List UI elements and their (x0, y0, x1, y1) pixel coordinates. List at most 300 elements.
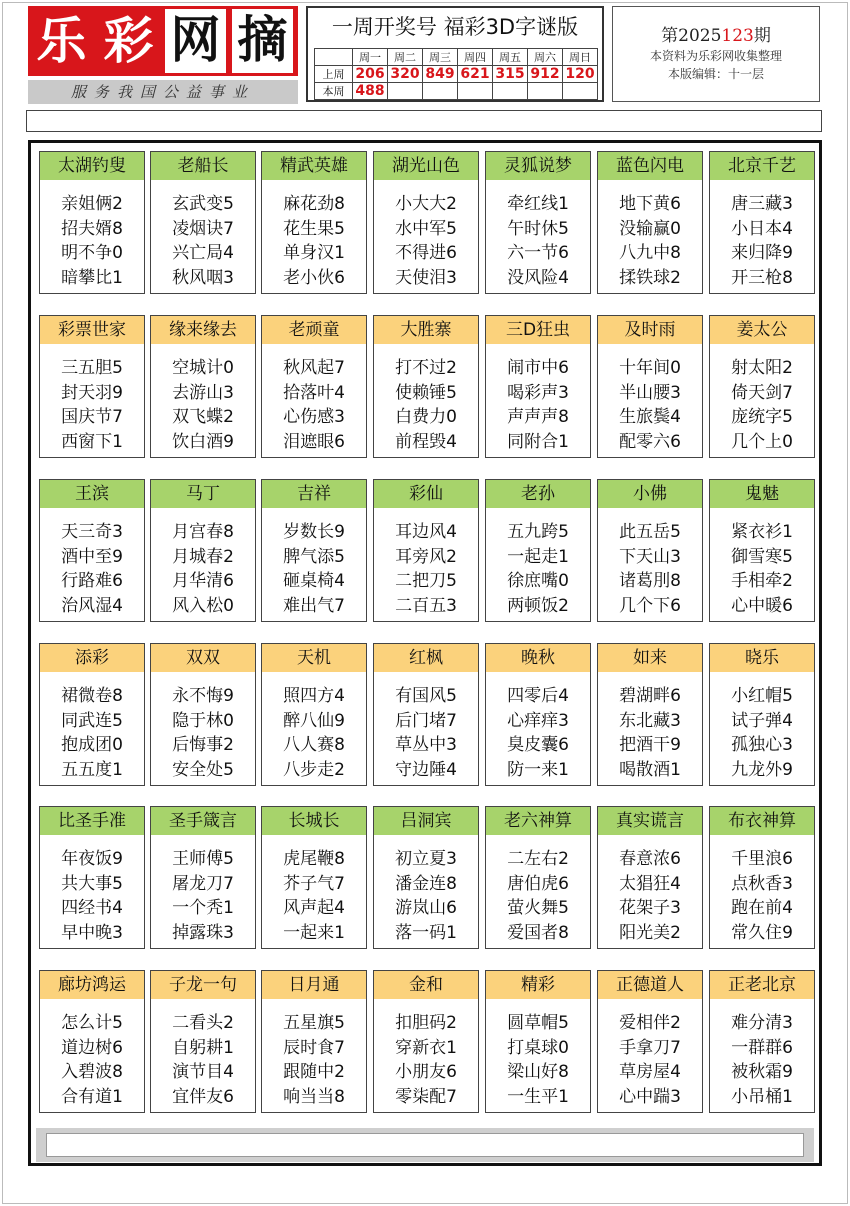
card-author: 鬼魅 (710, 480, 814, 508)
card-author: 彩仙 (374, 480, 478, 508)
logo-char-3: 网 (162, 6, 229, 76)
riddle-line: 水中军5 (395, 218, 457, 239)
riddle-line: 梁山好8 (507, 1062, 569, 1082)
riddle-line: 游岚山6 (395, 898, 457, 918)
riddle-line: 虎尾鞭8 (283, 849, 345, 869)
riddle-line: 两顿饭2 (507, 595, 569, 616)
draw-number (458, 83, 493, 100)
riddle-line: 倚天剑7 (731, 382, 793, 403)
riddle-line: 心痒痒3 (507, 710, 569, 731)
riddle-card (597, 315, 703, 458)
riddle-line: 地下黄6 (619, 194, 681, 214)
draw-number: 320 (388, 66, 423, 83)
card-riddles (262, 192, 366, 290)
riddle-line: 亲姐俩2 (61, 194, 123, 214)
riddle-card (373, 970, 479, 1113)
card-riddles (151, 847, 255, 945)
riddle-card (150, 151, 256, 294)
riddle-line: 永不悔9 (172, 686, 234, 706)
riddle-line: 八人赛8 (283, 735, 345, 755)
logo (28, 6, 298, 104)
issue-suffix: 期 (753, 26, 771, 46)
riddle-card (150, 479, 256, 622)
riddle-line: 招夫婿8 (61, 218, 123, 239)
riddle-line: 揉铁球2 (619, 267, 681, 288)
card-author: 小佛 (598, 480, 702, 508)
card-author: 吕洞宾 (374, 807, 478, 835)
draw-number: 206 (353, 66, 388, 83)
riddle-line: 草房屋4 (619, 1062, 681, 1082)
riddle-line: 醉八仙9 (283, 710, 345, 731)
riddle-card (39, 315, 145, 458)
card-author: 子龙一句 (151, 971, 255, 999)
riddle-line: 声声声8 (507, 407, 569, 427)
riddle-line: 砸桌椅4 (283, 571, 345, 591)
riddle-line: 二看头2 (172, 1013, 234, 1033)
card-author: 老孙 (486, 480, 590, 508)
riddle-line: 演节目4 (172, 1062, 234, 1082)
riddle-card (597, 151, 703, 294)
riddle-grid (28, 140, 822, 1166)
weekday-cell: 周三 (423, 49, 458, 66)
riddle-card (485, 315, 591, 458)
card-riddles (710, 192, 814, 290)
draw-table (314, 48, 598, 100)
riddle-line: 老小伙6 (283, 267, 345, 288)
riddle-line: 心中踹3 (619, 1086, 681, 1107)
riddle-line: 下天山3 (619, 546, 681, 567)
riddle-line: 麻花劲8 (283, 194, 345, 214)
riddle-line: 使赖锤5 (395, 382, 457, 403)
card-riddles (486, 847, 590, 945)
riddle-line: 几个下6 (619, 595, 681, 616)
riddle-line: 唐伯虎6 (507, 873, 569, 894)
riddle-line: 拾落叶4 (283, 382, 345, 403)
draw-number: 849 (423, 66, 458, 83)
draw-number: 315 (493, 66, 528, 83)
logo-tagline: 服务我国公益事业 (28, 80, 298, 104)
riddle-card (261, 643, 367, 786)
riddle-line: 几个上0 (731, 431, 793, 452)
riddle-line: 草丛中3 (395, 735, 457, 755)
card-riddles (40, 356, 144, 454)
riddle-card (39, 806, 145, 949)
riddle-line: 花架子3 (619, 898, 681, 918)
riddle-line: 难分清3 (731, 1013, 793, 1033)
riddle-line: 难出气7 (283, 595, 345, 616)
riddle-line: 屠龙刀7 (172, 873, 234, 894)
riddle-card (485, 151, 591, 294)
draw-number: 120 (563, 66, 598, 83)
card-author: 双双 (151, 644, 255, 672)
riddle-line: 五五度1 (61, 759, 123, 780)
riddle-card (150, 970, 256, 1113)
weekday-cell: 周一 (353, 49, 388, 66)
issue-box (612, 6, 820, 102)
riddle-line: 没风险4 (507, 267, 569, 288)
riddle-line: 紧衣衫1 (731, 522, 793, 542)
riddle-line: 圆草帽5 (507, 1013, 569, 1033)
card-riddles (598, 847, 702, 945)
riddle-line: 小红帽5 (731, 686, 793, 706)
riddle-line: 此五岳5 (619, 522, 681, 542)
riddle-line: 八步走2 (283, 759, 345, 780)
riddle-line: 防一来1 (507, 759, 569, 780)
card-riddles (374, 520, 478, 618)
riddle-card (709, 970, 815, 1113)
card-author: 太湖钓叟 (40, 152, 144, 180)
riddle-line: 凌烟诀7 (172, 218, 234, 239)
riddle-line: 兴亡局4 (172, 243, 234, 263)
riddle-line: 耳旁风2 (395, 546, 457, 567)
riddle-card (373, 806, 479, 949)
riddle-line: 耳边风4 (395, 522, 457, 542)
riddle-line: 宜伴友6 (172, 1086, 234, 1107)
card-author: 大胜寨 (374, 316, 478, 344)
riddle-line: 庞统字5 (731, 407, 793, 427)
riddle-line: 同武连5 (61, 710, 123, 731)
card-author: 日月通 (262, 971, 366, 999)
riddle-line: 跟随中2 (283, 1062, 345, 1082)
riddle-card (485, 806, 591, 949)
card-riddles (710, 684, 814, 782)
riddle-card (709, 151, 815, 294)
riddle-line: 一起走1 (507, 546, 569, 567)
card-author: 蓝色闪电 (598, 152, 702, 180)
logo-char-1: 乐 (28, 6, 95, 76)
riddle-card (39, 643, 145, 786)
riddle-line: 掉露珠3 (172, 922, 234, 943)
card-author: 如来 (598, 644, 702, 672)
card-author: 灵狐说梦 (486, 152, 590, 180)
riddle-line: 守边陲4 (395, 759, 457, 780)
card-riddles (151, 192, 255, 290)
card-author: 正老北京 (710, 971, 814, 999)
riddle-line: 手相牵2 (731, 571, 793, 591)
draw-number (528, 83, 563, 100)
riddle-line: 点秋香3 (731, 873, 793, 894)
card-author: 廊坊鸿运 (40, 971, 144, 999)
riddle-line: 零柒配7 (395, 1086, 457, 1107)
card-riddles (598, 192, 702, 290)
riddle-card (150, 315, 256, 458)
riddle-line: 打不过2 (395, 358, 457, 378)
card-author: 吉祥 (262, 480, 366, 508)
riddle-line: 二把刀5 (395, 571, 457, 591)
riddle-line: 试子弹4 (731, 710, 793, 731)
weekday-cell: 周六 (528, 49, 563, 66)
card-riddles (262, 684, 366, 782)
issue-note-editor: 本版编辑：十一层 (667, 67, 764, 81)
riddle-line: 一起来1 (283, 922, 345, 943)
riddle-line: 岁数长9 (283, 522, 345, 542)
card-author: 圣手箴言 (151, 807, 255, 835)
riddle-line: 阳光美2 (619, 922, 681, 943)
riddle-card (373, 151, 479, 294)
riddle-line: 治风湿4 (61, 595, 123, 616)
riddle-line: 午时休5 (507, 218, 569, 239)
riddle-line: 唐三藏3 (731, 194, 793, 214)
riddle-line: 前程毁4 (395, 431, 457, 452)
riddle-line: 花生果5 (283, 218, 345, 239)
card-riddles (374, 847, 478, 945)
riddle-line: 响当当8 (283, 1086, 345, 1107)
riddle-line: 春意浓6 (619, 849, 681, 869)
riddle-line: 隐于林0 (172, 710, 234, 731)
riddle-line: 爱国者8 (507, 922, 569, 943)
riddle-line: 风入松0 (172, 595, 234, 616)
riddle-line: 臭皮囊6 (507, 735, 569, 755)
card-riddles (598, 520, 702, 618)
riddle-line: 封天羽9 (61, 382, 123, 403)
bottom-bar (36, 1128, 814, 1162)
riddle-line: 芥子气7 (283, 873, 345, 894)
riddle-card (261, 970, 367, 1113)
riddle-line: 牵红线1 (507, 194, 569, 214)
riddle-line: 一个秃1 (172, 898, 234, 918)
riddle-line: 天使泪3 (395, 267, 457, 288)
riddle-line: 闹市中6 (507, 358, 569, 378)
card-riddles (40, 192, 144, 290)
card-author: 老船长 (151, 152, 255, 180)
riddle-card (597, 479, 703, 622)
card-riddles (40, 1011, 144, 1109)
riddle-line: 裙微卷8 (61, 686, 123, 706)
riddle-card (150, 806, 256, 949)
riddle-line: 被秋霜9 (731, 1062, 793, 1082)
riddle-card (39, 479, 145, 622)
riddle-line: 没输赢0 (619, 218, 681, 239)
riddle-card (39, 151, 145, 294)
riddle-line: 照四方4 (283, 686, 345, 706)
card-riddles (710, 847, 814, 945)
riddle-line: 心伤感3 (283, 407, 345, 427)
riddle-line: 酒中至9 (61, 546, 123, 567)
riddle-line: 怎么计5 (61, 1013, 123, 1033)
card-riddles (151, 520, 255, 618)
riddle-line: 行路难6 (61, 571, 123, 591)
riddle-line: 心中暖6 (731, 595, 793, 616)
riddle-line: 不得进6 (395, 243, 457, 263)
card-riddles (710, 520, 814, 618)
riddle-line: 辰时食7 (283, 1037, 345, 1058)
riddle-line: 太猖狂4 (619, 873, 681, 894)
riddle-line: 暗攀比1 (61, 267, 123, 288)
card-riddles (598, 684, 702, 782)
draw-number (563, 83, 598, 100)
card-riddles (262, 520, 366, 618)
riddle-line: 落一码1 (395, 922, 457, 943)
riddle-line: 小朋友6 (395, 1062, 457, 1082)
riddle-line: 白费力0 (395, 407, 457, 427)
card-author: 红枫 (374, 644, 478, 672)
card-author: 长城长 (262, 807, 366, 835)
logo-char-4: 摘 (229, 6, 296, 76)
card-author: 真实谎言 (598, 807, 702, 835)
card-author: 晓乐 (710, 644, 814, 672)
card-riddles (710, 356, 814, 454)
card-riddles (40, 520, 144, 618)
riddle-card (597, 806, 703, 949)
riddle-line: 徐庶嘴0 (507, 571, 569, 591)
riddle-line: 天三奇3 (61, 522, 123, 542)
riddle-line: 单身汉1 (283, 243, 345, 263)
draw-title: 一周开奖号 福彩3D字谜版 (331, 15, 579, 39)
riddle-line: 安全处5 (172, 759, 234, 780)
riddle-line: 一生平1 (507, 1086, 569, 1107)
riddle-line: 月华清6 (172, 571, 234, 591)
draw-number (493, 83, 528, 100)
riddle-line: 御雪寒5 (731, 546, 793, 567)
riddle-line: 脾气添5 (283, 546, 345, 567)
card-author: 缘来缘去 (151, 316, 255, 344)
riddle-card (709, 806, 815, 949)
card-author: 北京千艺 (710, 152, 814, 180)
blank-banner (26, 110, 822, 132)
card-author: 湖光山色 (374, 152, 478, 180)
riddle-line: 爱相伴2 (619, 1013, 681, 1033)
draw-header-row (315, 49, 598, 66)
riddle-line: 五星旗5 (283, 1013, 345, 1033)
card-author: 马丁 (151, 480, 255, 508)
riddle-line: 双飞蝶2 (172, 407, 234, 427)
card-author: 三D狂虫 (486, 316, 590, 344)
card-riddles (151, 356, 255, 454)
card-author: 姜太公 (710, 316, 814, 344)
card-riddles (374, 684, 478, 782)
riddle-line: 穿新衣1 (395, 1037, 457, 1058)
weekday-cell: 周日 (563, 49, 598, 66)
last-week-label: 上周 (315, 66, 353, 83)
riddle-line: 八九中8 (619, 243, 681, 263)
riddle-line: 初立夏3 (395, 849, 457, 869)
riddle-line: 射太阳2 (731, 358, 793, 378)
draw-corner-cell (315, 49, 353, 66)
card-author: 天机 (262, 644, 366, 672)
card-riddles (151, 684, 255, 782)
issue-number-line (613, 25, 819, 47)
riddle-line: 喝彩声3 (507, 382, 569, 403)
card-riddles (598, 1011, 702, 1109)
riddle-card (373, 643, 479, 786)
this-week-label: 本周 (315, 83, 353, 100)
card-riddles (486, 520, 590, 618)
riddle-line: 扣胆码2 (395, 1013, 457, 1033)
last-week-row (315, 66, 598, 83)
riddle-line: 配零六6 (619, 431, 681, 452)
riddle-card (485, 970, 591, 1113)
riddle-card (261, 806, 367, 949)
riddle-card (39, 970, 145, 1113)
card-author: 正德道人 (598, 971, 702, 999)
card-riddles (486, 684, 590, 782)
riddle-line: 跑在前4 (731, 898, 793, 918)
issue-note-source: 本资料为乐彩网收集整理 (649, 49, 782, 63)
riddle-card (373, 479, 479, 622)
issue-prefix: 第2025 (661, 26, 722, 46)
card-riddles (486, 356, 590, 454)
card-riddles (40, 684, 144, 782)
riddle-line: 碧湖畔6 (619, 686, 681, 706)
card-author: 老六神算 (486, 807, 590, 835)
riddle-line: 六一节6 (507, 243, 569, 263)
riddle-card (709, 315, 815, 458)
card-author: 老顽童 (262, 316, 366, 344)
riddle-line: 三五胆5 (61, 358, 123, 378)
riddle-line: 孤独心3 (731, 735, 793, 755)
riddle-line: 国庆节7 (61, 407, 123, 427)
riddle-line: 王师傅5 (172, 849, 234, 869)
card-author: 彩票世家 (40, 316, 144, 344)
riddle-line: 来归降9 (731, 243, 793, 263)
riddle-line: 入碧波8 (61, 1062, 123, 1082)
riddle-line: 饮白酒9 (172, 431, 234, 452)
this-week-row (315, 83, 598, 100)
riddle-card (597, 970, 703, 1113)
card-author: 及时雨 (598, 316, 702, 344)
riddle-line: 小吊桶1 (731, 1086, 793, 1107)
card-author: 添彩 (40, 644, 144, 672)
bottom-banner (46, 1133, 804, 1157)
riddle-line: 小大大2 (395, 194, 457, 214)
riddle-card (261, 479, 367, 622)
card-riddles (374, 356, 478, 454)
riddle-line: 泪遮眼6 (283, 431, 345, 452)
riddle-line: 后悔事2 (172, 735, 234, 755)
riddle-line: 一群群6 (731, 1037, 793, 1058)
riddle-line: 手拿刀7 (619, 1037, 681, 1058)
riddle-line: 二百五3 (395, 595, 457, 616)
riddle-card (261, 151, 367, 294)
riddle-line: 十年间0 (619, 358, 681, 378)
riddle-line: 同附合1 (507, 431, 569, 452)
draw-number (388, 83, 423, 100)
riddle-line: 打桌球0 (507, 1037, 569, 1058)
card-riddles (40, 847, 144, 945)
card-riddles (262, 847, 366, 945)
card-author: 布衣神算 (710, 807, 814, 835)
card-author: 精武英雄 (262, 152, 366, 180)
riddle-line: 去游山3 (172, 382, 234, 403)
riddle-line: 年夜饭9 (61, 849, 123, 869)
riddle-line: 早中晚3 (61, 922, 123, 943)
card-author: 晚秋 (486, 644, 590, 672)
riddle-line: 四零后4 (507, 686, 569, 706)
riddle-line: 西窗下1 (61, 431, 123, 452)
riddle-line: 四经书4 (61, 898, 123, 918)
riddle-card (709, 643, 815, 786)
logo-title (28, 6, 298, 76)
riddle-line: 把酒干9 (619, 735, 681, 755)
riddle-line: 九龙外9 (731, 759, 793, 780)
card-riddles (374, 192, 478, 290)
weekday-cell: 周二 (388, 49, 423, 66)
riddle-line: 萤火舞5 (507, 898, 569, 918)
card-author: 比圣手准 (40, 807, 144, 835)
riddle-line: 二左右2 (507, 849, 569, 869)
weekday-cell: 周四 (458, 49, 493, 66)
riddle-line: 常久住9 (731, 922, 793, 943)
card-riddles (710, 1011, 814, 1109)
riddle-line: 千里浪6 (731, 849, 793, 869)
riddle-line: 小日本4 (731, 218, 793, 239)
draw-number: 621 (458, 66, 493, 83)
riddle-line: 自躬耕1 (172, 1037, 234, 1058)
logo-char-2: 彩 (95, 6, 162, 76)
card-riddles (598, 356, 702, 454)
riddle-card (150, 643, 256, 786)
draw-number: 488 (353, 83, 388, 100)
